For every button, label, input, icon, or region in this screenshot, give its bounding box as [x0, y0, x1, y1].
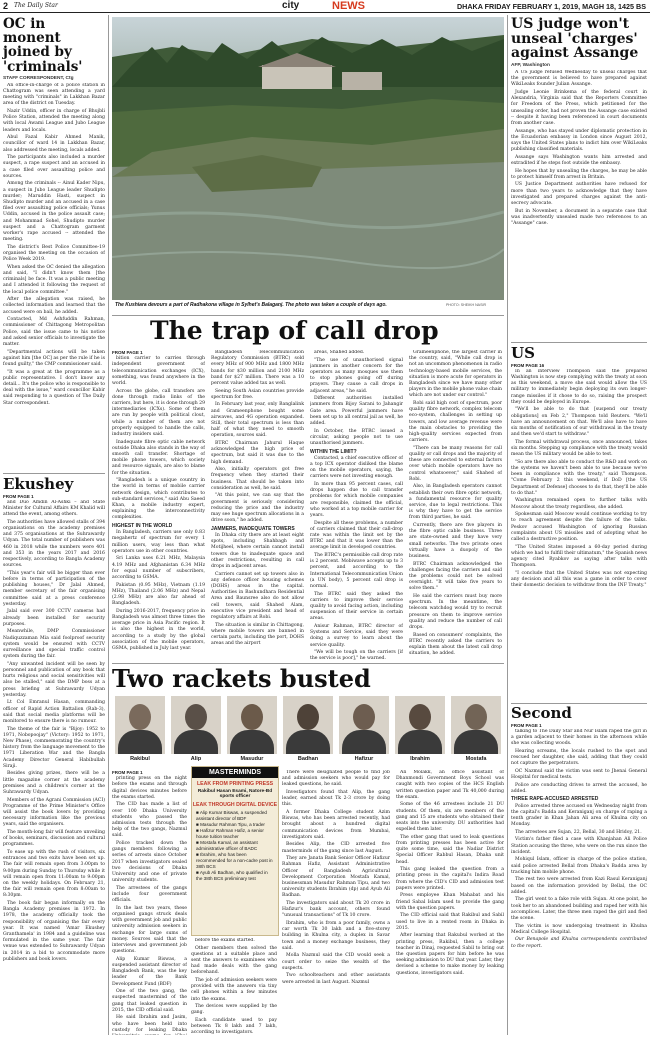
suspect-photo	[227, 696, 277, 766]
paragraph: The girl went to a fake role with Sujan. At one point, he took her to an abandoned building and raped her with his accomplices. Later, the three men raped the girl and fled the scene.	[511, 897, 647, 921]
river-erosion-image	[112, 17, 504, 300]
suspect-photo	[283, 696, 333, 766]
suspect-name: Badhan	[297, 756, 319, 762]
dateline: DHAKA FRIDAY FEBRUARY 1, 2019, MAGH 18, 1425 BS	[456, 2, 646, 11]
paragraph: Washington remained open to further talks with Moscow about the treaty regardless, she added.	[511, 498, 647, 510]
story-headline: Second	[511, 704, 572, 722]
story-body	[3, 500, 105, 1048]
suspect-name: Mostafa	[465, 756, 487, 762]
paragraph: "Bangladesh is a unique country in the world in terms of mobile carrier network design, which contributes to sub-standard services," said Abu Saeed Khan, a mobile industry expert, explaining the interconnectivity complexities.	[112, 478, 205, 521]
paragraph: But in November, a document in a separate case that was inadvertently unsealed made two references to an "Assange" case.	[511, 208, 647, 227]
paragraph: and Duo Amdin Al-Ashki – and State Minister for Cultural Affairs KM Khalid will attend the event, among others.	[3, 499, 105, 518]
suspect-photo	[451, 696, 501, 766]
paragraph: The participants also included a murder suspect, a rape suspect and an accused in a case filed over assaulting police and sources.	[3, 155, 105, 179]
paragraph: Anisur Rahman, BTRC director of Systems and Service, said they were doing a survey to learn about the service quality.	[310, 624, 403, 648]
section-news: NEWS	[332, 0, 365, 12]
story-column	[282, 770, 390, 1035]
paragraph: Ali Molakk, an office assistant of Dhanmondi Government Boys School was caught with two copies of the HCS English written question paper and Tk 40,000 during the exam.	[396, 770, 504, 800]
paragraph: The other gang that used to leak questions from printing presses has been active for quite some time, said the Nadiar District Special Officer Rabbul Hasan, Dhaka unit head.	[396, 834, 504, 865]
paragraph: "At this point, we can say that the government is seriously considering reducing the price and the industry may see huge spectrum allocations in a drive soon," he added.	[211, 493, 304, 524]
paragraph: Across the globe, call transfers are done through radio links of the carriers, but here, it is done through 29 intermediaries (ICXs). Some of them are run by people with political clout, while a number of them are not properly equipped to handle the calls, industry insiders said.	[112, 388, 205, 438]
paragraph: Hearing screams, the locals rushed to the spot and rescued her daughter, she said, adding that they could not capture the perpetrators.	[511, 748, 647, 767]
paragraph: Also, initially operators got free frequency when they started their business. That should be taken into consideration as well, he said.	[211, 467, 304, 491]
box-list	[196, 810, 274, 882]
paragraph: Victim's father filed a case with Khanjahan Ali Police Station accusing the three, who were on the run since the incident.	[511, 837, 647, 855]
suspect-name: Alip	[190, 756, 202, 762]
paragraph: US Justice Department authorities have refused for more than two years to acknowledge that they have investigated and prepared charges against the anti-secrecy advocate.	[511, 182, 647, 207]
story-headline: OC in monent joined by 'criminals'	[3, 16, 83, 75]
masterminds-box	[191, 766, 279, 936]
portrait-body	[454, 730, 498, 754]
paragraph: "Departmental actions will be taken against him [the OC] as per the rule if he is found guilty," the CMP commissioner said.	[3, 349, 105, 367]
paragraph: The CID official said that Rakibul and Sabil used to live in a rented room in Dhaka in 2015.	[396, 913, 504, 931]
paragraph: The situation is similar in Chittagong, where mobile towers are banned in certain parts, including the port, DOHS areas and the airport	[211, 622, 304, 647]
story-byline: STAFF CORRESPONDENT, Ctg	[3, 75, 74, 81]
paragraph: "This year's fair will be bigger than ever before in terms of participation of the publishing houses," Dr Jalal Ahmed, member secretary of the fair organising committee said at a press conference yesterday.	[3, 570, 105, 607]
paragraph: The BTRC said they asked the carriers to improve their service quality to avoid facing action, including suspension of their service in certain areas.	[310, 591, 403, 622]
box-list-item: ■ Ayub Ali Badhan, who qualified in the 38th BCS preliminary test	[196, 870, 268, 881]
paragraph: He hopes that by unsealing the charges, he may be able to protect himself from arrest in Britain.	[511, 168, 647, 180]
paragraph: There were designated people to find job and admission seekers who would pay for leaked questions, he said.	[282, 770, 390, 788]
paragraph: Two schoolteachers and other assistants were arrested in last August. Nazmul	[282, 973, 390, 985]
divider	[3, 473, 105, 474]
suspect-photo	[171, 696, 221, 766]
masthead	[0, 0, 650, 14]
paragraph: Besides Alip, the CID arrested five masterminds of the gang since last August.	[282, 842, 390, 854]
story-body	[511, 369, 647, 699]
paragraph: Judge Leonie Brinkema of the federal court in Alexandria, Virginia said that the Reporters Committee for Freedom of the Press, which petitioned for the unsealing order, had not proven the Assange case existed -- despite it having been referenced in court documents from another case.	[511, 90, 647, 127]
paragraph: Grameenphone, the largest carrier in the country, said, "While call drop is not an uncommon phenomenon in radio technology-based mobile services, the situation is more acute for operators in Bangladesh since we have many other players in the mobile phone value chain which are not under our control."	[409, 350, 502, 399]
paragraph: Robi said high cost of spectrum, poor quality fibre network, complex telecom eco-system, challenges in setting up towers, and low average revenue were the main obstacles to providing the high-quality services expected from carriers.	[409, 401, 502, 444]
paragraph: In the last two years, these organised gangs struck deals with government job and public university admission seekers in exchange for large sums of money. Sources said that the interviews and government job questions.	[112, 905, 187, 955]
paragraph: "The use of unauthorised signal jammers in another concern for the operators as many mosques use them to stop phones going off during prayers. They cause a call drops in adjacent areas," he said.	[310, 357, 403, 394]
paragraph: The victim is now undergoing treatment in Khulna Medical College Hospital.	[511, 923, 647, 935]
subhead: JAMMERS, INADEQUATE TOWERS	[211, 525, 295, 532]
portrait-head	[297, 704, 319, 730]
paragraph: One of the two gang, the suspected mastermind of the gang that leaked question in 2015, the CID official said.	[112, 989, 187, 1013]
story-column	[112, 770, 187, 1035]
paragraph: BTRC Chairman Jahurul Haque acknowledged the high price of spectrum, but said it was due to the high demand.	[211, 441, 304, 465]
paragraph: In Dhaka city there are at least eight spots, including Shahbagh and Motijheel, where certain cannot install towers due to inadequate space and other restrictions, resulting in call drops in adjacent areas.	[211, 533, 304, 570]
story-dateline: FROM PAGE 1	[112, 770, 143, 775]
portrait	[227, 696, 277, 754]
paragraph: In Bangladesh, carriers use only 0.83 megahertz of spectrum for every 1 million users, way less than what operators use in other countries.	[112, 530, 205, 554]
paragraph: Our Benapole and Khulna correspondents contributed to the report.	[511, 937, 647, 949]
flood-photo	[112, 17, 504, 300]
story-dateline: FROM PAGE 1	[3, 493, 34, 499]
suspect-name: Hafizur	[354, 756, 374, 762]
paragraph: The BTRC's permissible call drop rate is 2 percent. Mobiwave accepts up to 3 percent, and according to the International Telecommunication Union (a UN body), 5 percent call drop is normal.	[310, 553, 403, 590]
right-story-assange	[511, 17, 647, 325]
paragraph: Some of the 46 arrestees include 21 DU students. Of them, six are members of the gang and 15 are students who obtained their seats into the university. DU authorities had expelled them later.	[396, 802, 504, 833]
paragraph: Mohiqul Islam, officer in charge of the police station, said police arrested Bellal from Dhaka's Badda area by tracking him mobile phone.	[511, 857, 647, 875]
photo-caption: The Kushiara devours a part of Radhakona village in Sylhet's Balaganj. The photo was taken a couple of days ago.	[115, 302, 387, 308]
paragraph: When asked the OC denied the allegation and said, "I didn't know them [the criminals] be face. It was a public meeting and I attended it following the request of the local police committee."	[3, 264, 105, 295]
portrait	[283, 696, 333, 754]
paragraph: The formal withdrawal process, once announced, takes six months. Stepping up compliance with the treaty would mean the US military would be able to test.	[511, 439, 647, 458]
paragraph: Assange says Washington wants him arrested and extradited if he steps foot outside the embassy.	[511, 154, 647, 167]
page-number: 2	[3, 1, 9, 11]
story-headline: US judge won't unseal 'charges' against Assange	[511, 16, 639, 62]
paragraph: The CID has made a list of over 100 Dhaka University students who passed the admission tests through the help of the two gangs, Nazmul said.	[112, 802, 187, 839]
paragraph: before the exams started.	[195, 938, 255, 943]
paragraph: A former Dhaka College student Azim Biswas, who has been arrested recently, had brought about a hundred digital communication devices from Mumbai, investigators said.	[282, 810, 390, 840]
paragraph: Currently, there are five players in the fibre optic cable business. Three are state-owned and they have very small networks. The two private ones virtually have a duopoly of the business.	[409, 523, 502, 560]
paragraph: Nazir Uddin, officer in charge of Bhujbli Police Station, attended the meeting along with local Awami League and Jubo League leaders and locals.	[3, 108, 105, 133]
right-story-second	[511, 706, 647, 1034]
paragraph: The authorities have allowed stalls of 394 organisations on the academy premises and 375 organisations at the Suhrawardy Udyan. The total number of publishers was 460 in 2018 while the numbers were 401 and 353 in the years 2017 and 2016 respectively, according to Bangla Academy sources.	[3, 519, 105, 569]
paragraph: Inadequate fibre optic cable network outside Dhaka also stands in the way of smooth call transfer. Shortage of mobile phone towers, which society and resource signals, are also to blame for the situation.	[112, 439, 205, 476]
paragraph: In an interview Thompson said the prepared Washington is now step complying with the treaty at soon as this weekend, a move she said would allow the US military to immediately begin deploying its own longer-range missiles if it chose to do so, raising the prospect they could be deployed in Europe.	[511, 368, 647, 405]
paragraph: Pakistan (0.95 MHz), Vietnam (1.19 MHz), Thailand (2.06 MHz) and Nepal (2.98 MHz) are also far ahead of Bangladesh.	[112, 582, 205, 607]
paragraph: Bangladesh Telecommunication Regulatory Commission (BTRC) sold every MHz of 900 MHz and 1800 MHz bands for $30 million and 2100 MHz band for $27 million. There was a 10 percent value added tax as well.	[211, 350, 304, 387]
paragraph: Lt Col Emranul Hasan, commanding officer of Rapid Action Battalion (Rab-3), said that social media platforms will be monitored to ensure there is no rumour.	[3, 700, 105, 724]
portrait-head	[185, 704, 207, 730]
box-list-item: ■ Alip Kumar Biswas, a suspended assistant director of BDF	[196, 810, 267, 821]
paragraph: Also, in Bangladesh operators cannot establish their own fibre optic network, a fundamental resource for quality service, due to legal restrictions. This is why they have to get the service from third parties, he said.	[409, 484, 502, 521]
paragraph: Alip Kumar Biswas, a suspended assistant director of Bangladesh Bank, was the key leader of the Bank Development Fund (BDF)	[112, 956, 187, 987]
paragraph: BTRC Chairman acknowledged the challenges facing the carriers and said the problems could not be solved overnight. "It will take five years to solve them."	[409, 561, 502, 592]
paragraph: In more than 95 percent cases, call drops happen due to call transfer problems for which mobile companies are responsible, claimed the official, who worked at a top mobile carrier for years.	[310, 482, 403, 519]
portrait-head	[241, 704, 263, 730]
paragraph: An office-in-charge of a police station in Chattogram was seen attending a yard meeting with "criminals" in Lakkhan Bazar area of the district on Tuesday.	[3, 82, 105, 107]
paragraph: He said the carriers must buy more spectrum. In the meantime, the telecom watchdog would try to recruit pressure on them to improve service quality and reduce the number of call drops.	[409, 594, 502, 631]
story-headline: US	[511, 344, 535, 362]
paragraph: Ibrahim, who is from a poor family, owns a car worth Tk 30 lakh and a five-storey building in Khulna city, a duplex in Savar town and a money exchange business, they said.	[282, 921, 390, 951]
paragraph: The month-long fair will feature unveiling of books, seminars, discussion and cultural programmes.	[3, 830, 105, 848]
bottom-story-body	[112, 770, 504, 1035]
portrait-body	[342, 730, 386, 754]
paragraph: Molla Nazmul said the CID would seek a court order to seize the wealth of the suspects.	[282, 953, 390, 971]
paragraph: OC Nazmul said the victim was sent to Jhenai General Hospital for medical tests.	[511, 768, 647, 780]
box-title: MASTERMINDS	[192, 767, 278, 778]
paragraph: The job of admission seekers were provided with the answers via tiny cell phones within a few minutes into the exams.	[191, 978, 277, 1002]
paragraph: Police are conducting drives to arrest the accused, he added.	[511, 782, 647, 794]
box-list-item: ■ Mostafa Kamal, an assistant administrative officer of BADC	[196, 840, 258, 851]
box-subtitle: LEAK FROM PRINTING PRESS	[196, 781, 274, 787]
divider	[511, 342, 647, 343]
paragraph: He said Ibrahim and Jasim, who have been held into custody for leaking Dhaka	[112, 1015, 187, 1033]
paragraph: Jalal said over 300 CCTV cameras had already been installed for security purposes.	[3, 609, 105, 627]
paragraph: Contacted, Md Ashfuddin Rahman, commissioner of Chittagong Metropolitan Police, said the issue came to his notice and asked senior officials to investigate the matter.	[3, 317, 105, 347]
portrait-body	[286, 730, 330, 754]
paragraph: "It was a great at the programme as a public representative. I don't know any detail... It's the police who is responsible to deal with the issue," ward councillor Kabir said responding to a question of The Daily Star correspondent.	[3, 369, 105, 406]
story-column	[310, 350, 403, 660]
suspect-name: Ibrahim	[410, 756, 430, 762]
photo-credit: PHOTO: SHEIKH NASIR	[446, 303, 487, 307]
story-body	[3, 83, 105, 468]
subhead: HIGHEST IN THE WORLD	[112, 523, 173, 530]
story-dateline: FROM PAGE 1	[112, 350, 143, 355]
paragraph: A US judge refused Wednesday to unseal charges that the government is believed to have prepared against WikiLeaks founder Julian Assange.	[511, 70, 647, 88]
suspect-photo	[339, 696, 389, 766]
paragraph: Abul Fazal Kabir Ahmed Manik, councillor of ward 14 in Lakkhan Bazar, also addressed the meeting, locals added.	[3, 135, 105, 153]
story-column	[396, 770, 504, 1035]
paragraph: Besides giving prizes, there will be a little magazine corner at the academy premises and a children's corner at the Suhrawardy Udyan.	[3, 771, 105, 796]
paragraph: After learning that Rakubul worked at the printing press, Rakibul, then a college teacher in Dinaj, requested Sabil to bring out the question papers for him before he was seeking admission to DU that year. Later, they devised a scheme to make money by leaking questions, investigators said.	[396, 933, 504, 976]
paragraph: The arrestees are Sujan, 22, Bellal, 30 and Hridoy, 21.	[515, 829, 642, 835]
portrait-head	[465, 704, 487, 730]
story-body	[511, 70, 647, 325]
paragraph: Among the criminals -- Ainul Kader Nipu, a suspect in Jubo League leader Shudipto murder; Maruddin Hasti, suspect in Shudipto murder and an accused in a case filed over assaulting police officials; Yunus Uddin, accused in the police assault case; and Mohammad Sohel, Shudipto murder suspect and a Chattogram garment worker's rape accused -- attended the meeting.	[3, 181, 105, 243]
paragraph: The book fair began informally on the Bangla Academy premises in 1972. In 1978, the academy officially took the responsibility of organising the fair every year. It was named 'Amar Ekushey Granthamela' in 1984 and a guideline was formulated in the same year. The fair venue was extended to Suhrawardy Udyan in 2014 in a bid to accommodate more publishers and book lovers.	[3, 901, 105, 962]
suspect-name: Rakibul	[130, 756, 150, 762]
paragraph: Contacted, a chief executive officer of a top ICX operator disliked the blame on the mobile operators, saying, the carriers were not investing enough.	[310, 455, 403, 480]
paragraph: In February last year, only Banglalink and Grameenphone bought some airwaves, and 4G operation expanded. Still, their total spectrum is less than half of what they need to smooth operation, sources said.	[211, 402, 304, 439]
right-story-us	[511, 346, 647, 699]
suspect-name: Masudur	[240, 756, 264, 762]
story-column	[409, 350, 502, 660]
subhead: WITHIN THE LIMIT?	[310, 448, 357, 455]
column-rule	[108, 15, 109, 1035]
story-headline: Ekushey	[3, 475, 74, 493]
portrait-body	[230, 730, 274, 754]
box-subtitle: LEAK THROUGH DIGITAL DEVICE	[192, 802, 278, 808]
portrait-head	[129, 704, 151, 730]
story-byline: AFP, Washington	[511, 63, 550, 69]
paragraph: "The United States imposed a 60-day period during which we had to fulfill their ultimatum," the Spanish news agency cited Ryabkov as saying after talks with Thompson.	[511, 544, 647, 569]
paragraph: "So are there also able to conduct the R&D and work on the systems we haven't been able to use because we've been in compliance with the treaty," said Thompson. "Come February 2 this weekend, if DoD [the US Department of Defense] chooses to do that, they'll be able to do that."	[511, 459, 647, 496]
paragraph: bition carrier to carries through independent government of telecommunication exchanges (ICX), something, was found anywhere in the world.	[112, 356, 205, 387]
box-list-item: ■ Hafizur Rahman Hafiz, a senior house tuition teacher	[196, 828, 264, 839]
paragraph: Carriers cannot set up towers also in any defence officer housing schemes (DOHS) areas in the capital. Authorities in Bashundhara Residential Area and Baunsree also do not allow cell towers, said Shahed Alam, executive vice president and head of regulatory affairs at Robi.	[211, 571, 304, 621]
story-dateline: FROM PAGE 16	[511, 362, 545, 368]
paragraph: Different authorities installed jammers from Bijoy Sarani to Jahangir Gate area. Powerful jammers have been set up to all central jail as well, he added.	[310, 396, 403, 427]
paragraph: Each candidate used to pay between Tk 8 lakh and 7 lakh, according to investigators.	[191, 1018, 277, 1035]
story-body	[511, 729, 647, 1034]
paragraph: After the allegation was raised, he collected information and learned that the accused were on bail, he added.	[3, 297, 105, 315]
paragraph: This gang leaked the question from a printing press in the capital's Indira Road from where the CID's CID and admission test papers were printed.	[396, 867, 504, 891]
paragraph: The devices were supplied by the gang.	[191, 1004, 277, 1016]
paragraph: Press employee Khan Mahabat and his friend Sabal Islam used to provide the gang with the question papers.	[396, 893, 504, 911]
portrait	[451, 696, 501, 754]
suspect-photo	[395, 696, 445, 766]
paragraph: "We will be tough on the carriers [if the service is poor]," he warned.	[310, 650, 403, 660]
portrait-body	[174, 730, 218, 754]
paper-name: The Daily Star	[14, 2, 58, 9]
paragraph: The arrestees of the gangs include four government officials.	[112, 885, 187, 904]
paragraph: The theme of the fair is "Bijoy: 1952 to 1971, Nobopoojay" (Victory: 1952 to 1971, New Phase), commemorating the country's history from the language movement to the 1971 Liberation War and the Bangla Academy Director General Habibullah Siraji.	[3, 726, 105, 769]
paragraph: The rest two were arrested from Kazi Rasul Keraniganj based on the information provided by Bellal, the OC added.	[511, 877, 647, 895]
masthead-rule	[0, 12, 650, 13]
portrait	[115, 696, 165, 754]
paragraph: Police tracked down the gangs members following a series of arrests since October 2017 when investigators sealed two decisions of Dhaka University and one of private university students.	[112, 841, 187, 884]
paragraph: Investigators found that Alip, the gang leader, earned about Tk 2-3 crore by doing this.	[282, 790, 390, 808]
portrait	[395, 696, 445, 754]
paragraph: To ease up with the rush of visitors, six entrances and two exits have been set up. The fair will remain open from 3:00pm to 9:00pm during Sunday to Thursday while it will remain open from 11:00am to 9:00pm on the weekly holidays. On February 21, the fair will remain open from 8:00am to 8:30pm.	[3, 850, 105, 899]
suspect-photo-strip	[112, 696, 504, 766]
paragraph: In October, the BTRC issued a circular, asking people not to use unauthorised jammers.	[310, 428, 403, 447]
left-story-oc	[3, 17, 105, 468]
story-column	[191, 938, 277, 1035]
portrait-head	[409, 704, 431, 730]
portrait-body	[118, 730, 162, 754]
center-story-body	[112, 350, 504, 660]
paragraph: "There can be many reasons for call quality or call drops and the majority of these are connected to external factors over which mobile operators have no control whatsoever," said Shahed of Robi.	[409, 445, 502, 482]
paragraph: "Any unwanted incident will be seen by personnel and publication of any book that hurts religious and social sensitivities will also be stalled," said the DMP boss at a press briefing at Suhrawardy Udyan yesterday.	[3, 661, 105, 698]
paragraph: talking to The Daily Star and Nur Islam raped the girl in a garden adjacent to their homes in the afternoon while she was collecting woods.	[511, 728, 647, 747]
paragraph: The district's Best Police Committee-19 organised the meeting on the occasion of Police Week 2019.	[3, 244, 105, 263]
paragraph: They are Janata Bank Senior Officer Hafizur Rahman Hafiz, Assistant Administrative Officer of Bangladesh Agricultural Development Corporation Mostafa Kamal, businessman Masudur Rahman Tipu, and two university students Ibrahim (dp) and Ayub Ali Badhan.	[282, 856, 390, 899]
paragraph: Seeing South Asian countries provide spectrum for free.	[211, 388, 304, 400]
portrait	[339, 696, 389, 754]
story-headline: The trap of call drop	[150, 316, 439, 345]
paragraph: Police arrested three accused on Wednesday night from the capital's Badda and Keraniganj on charge of raping a tenth grader in Khan Jahan Ali area of Khulna city on Monday.	[511, 803, 647, 828]
paragraph: The investigators said about Tk 20 crore in Hafizur's bank account, others found "unusual transactions" of Tk 10 crore.	[282, 901, 390, 919]
paragraph: Assange, who has stayed under diplomatic protection in the Ecuadorian embassy in London since August 2012, says the United States plans to indict him over WikiLeaks publishing classified materials.	[511, 128, 647, 153]
paragraph: Other members then solved the questions at a suitable place and sent the answers to examinees who had made deals with the gang beforehand.	[191, 945, 277, 976]
subhead: THREE RAPE-ACCUSED ARRESTED	[511, 796, 599, 803]
portrait-body	[398, 730, 442, 754]
paragraph: Meanwhile, DMP Commissioner Nadiquzzaman Mia said foolproof security system would be ensured with CCTV surveillance and special traffic control system during the fair.	[3, 629, 105, 660]
box-list-item: ■ Ibrahim, who has been recommended for a non-cadre post in 38th BCS	[196, 852, 273, 869]
section-city: city	[282, 0, 300, 11]
paragraph: During 2016-2017, frequency price in Bangladesh was almost three times the average price in Asia Pacific region. It is also the highest in the world, according to a study by the global association of the mobile operators, GSMA, published in July last year.	[112, 608, 205, 652]
paragraph: "We'll be able to do that [suspend our treaty obligations] on Feb 2," Thompson told Reuters. "We'll have an announcement on that. We'll also have to have six months of notification of our withdrawal in the treaty and then we'd start to withdraw."	[511, 407, 647, 438]
column-rule	[507, 15, 508, 1035]
paragraph: Based on consumers' complaints, the BTRC recently asked the carriers to explain them about the latest call drop situation, he added.	[409, 632, 502, 657]
portrait-head	[353, 704, 375, 730]
story-column	[211, 350, 304, 660]
box-leak-head: Rakibul Hasan Esami, Natore-Bd sports officer	[197, 789, 273, 799]
left-story-ekushey	[3, 477, 105, 1048]
paragraph: printing press on the night before the exams and through digital devices minutes before the exams started.	[112, 776, 187, 800]
paragraph: Members of the Agrani Commission (ACI) Programme of the Prime Minister's Office will assist the book lovers by providing necessary information like the previous years, said the organisers.	[3, 797, 105, 828]
suspect-row	[112, 696, 504, 766]
portrait	[171, 696, 221, 754]
suspect-photo	[115, 696, 165, 766]
story-headline: Two rackets busted	[112, 664, 371, 693]
story-column	[112, 350, 205, 660]
paragraph: Spokesman said Moscow would continue working to try to reach agreement despite the failure of the talks. Peskov accused Washington of ignoring Russian complaints about US missiles and of adopting what he called a destructive position.	[511, 512, 647, 542]
box-list-item: ■ Masudur Rahman Tipu, a trader	[196, 822, 265, 827]
paragraph: Despite all these problems, a number of carriers claimed that their call-drop rate was within the limit set by the BTRC and that it was lower than the average limit in developed countries.	[310, 520, 403, 551]
paragraph: Sri Lanka uses 6.21 MHz, Malaysia 4.19 MHz and Afghanistan 6.34 MHz for equal number of subscribers, according to GSMA.	[112, 556, 205, 581]
story-dateline: FROM PAGE 1	[511, 722, 542, 728]
paragraph: "I conclude that the United States was not expecting any decision and all this was a game in order to cover their domestic decision to withdraw from the INF Treaty."	[511, 570, 647, 589]
paragraph: areas, Shahed added.	[314, 350, 365, 355]
